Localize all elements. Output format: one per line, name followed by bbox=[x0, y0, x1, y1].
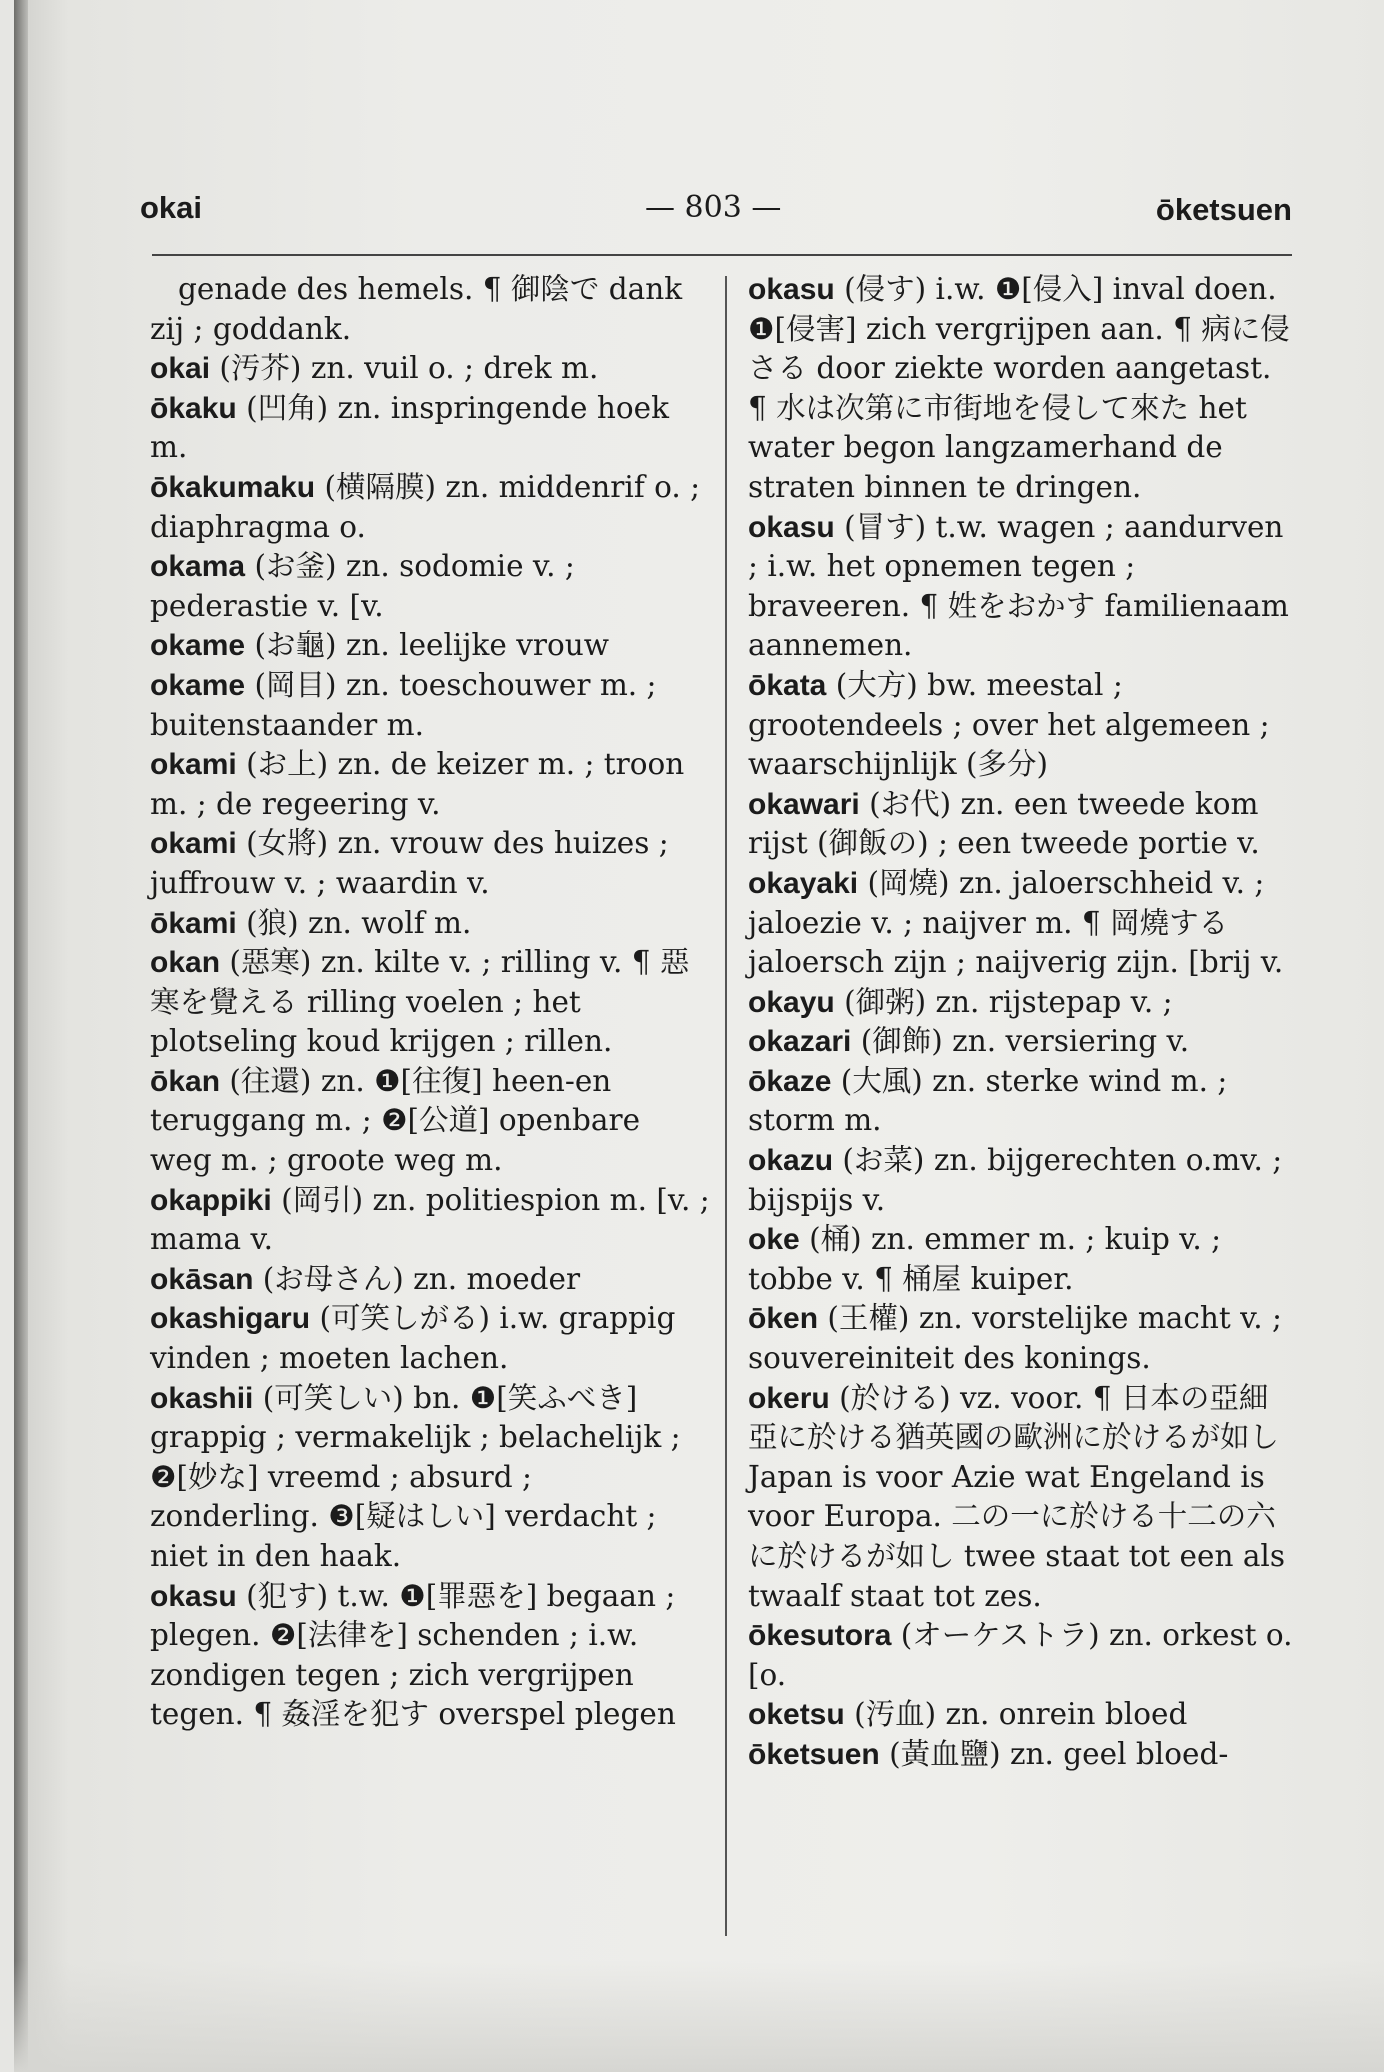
entry-headword: ōkami bbox=[150, 906, 237, 940]
entry-headword: okeru bbox=[748, 1381, 830, 1415]
dictionary-entry bbox=[150, 1260, 710, 1300]
entry-headword: ōken bbox=[748, 1302, 819, 1336]
entry-headword: okawari bbox=[748, 787, 860, 821]
entry-definition: (侵す) i.w. ❶[侵入] inval doen. ❶[侵害] zich vergrijpen aan. ¶ 病に侵さる door ziekte worden aangetast. ¶ 水は次第に市街地を侵して來た het water begon langzamerhand de straten binnen te dringen. bbox=[748, 272, 1290, 504]
entry-definition: (可笑しい) bn. ❶[笑ふべき] grappig ; vermakelijk ; belachelijk ; ❷[妙な] vreemd ; absurd ; zonderling. ❸[疑はしい] verdacht ; niet in den haak. bbox=[150, 1380, 681, 1573]
entry-definition: (岡引) zn. politiespion m. [v. ; mama v. bbox=[150, 1182, 710, 1257]
entry-definition: genade des hemels. ¶ 御陰で dank zij ; goddank. bbox=[150, 272, 683, 346]
dictionary-entry bbox=[150, 626, 710, 666]
entry-headword: okazu bbox=[748, 1144, 834, 1178]
entry-headword: oke bbox=[748, 1223, 800, 1257]
entry-definition: (大方) bw. meestal ; grootendeels ; over het algemeen ; waarschijnlijk (多分) bbox=[748, 667, 1270, 782]
entry-definition: (於ける) vz. voor. ¶ 日本の亞細亞に於ける猶英國の歐洲に於けるが如し Japan is voor Azie wat Engeland is voor Europa. 二の一に於ける十二の六に於けるが如し twee staat tot een als twaalf staat tot zes. bbox=[748, 1380, 1285, 1613]
entry-definition: (桶) zn. emmer m. ; kuip v. ; tobbe v. ¶ 桶屋 kuiper. bbox=[748, 1222, 1222, 1296]
entry-headword: okappiki bbox=[150, 1183, 272, 1217]
entry-definition: (大風) zn. sterke wind m. ; storm m. bbox=[748, 1063, 1228, 1138]
book-spine bbox=[14, 0, 28, 2072]
entry-headword: okami bbox=[150, 748, 237, 782]
entry-headword: okasu bbox=[748, 510, 835, 544]
dictionary-entry bbox=[150, 1181, 710, 1260]
dictionary-entry bbox=[748, 1299, 1296, 1378]
dictionary-entry bbox=[748, 1616, 1296, 1695]
header-left-headword: okai bbox=[140, 190, 203, 225]
dictionary-entry bbox=[748, 1379, 1296, 1617]
dictionary-entry bbox=[748, 1695, 1296, 1735]
dictionary-entry bbox=[150, 349, 710, 389]
entry-definition: (黃血鹽) zn. geel bloed- bbox=[889, 1736, 1229, 1771]
entry-headword: okai bbox=[150, 352, 211, 386]
dictionary-entry bbox=[150, 468, 710, 547]
dictionary-entry bbox=[150, 666, 710, 745]
entry-headword: okama bbox=[150, 550, 246, 584]
page-header bbox=[140, 186, 1292, 232]
dictionary-entry bbox=[150, 1577, 710, 1735]
entry-definition: (お菜) zn. bijgerechten o.mv. ; bijspijs v. bbox=[748, 1143, 1283, 1217]
dictionary-entry bbox=[150, 389, 710, 468]
entry-definition: (凹角) zn. inspringende hoek m. bbox=[150, 390, 669, 465]
dictionary-entry bbox=[748, 1022, 1296, 1062]
dictionary-entry bbox=[150, 1062, 710, 1181]
dictionary-entry bbox=[748, 1141, 1296, 1220]
entry-headword: ōkaze bbox=[748, 1064, 832, 1098]
dictionary-entry bbox=[150, 745, 710, 824]
entry-headword: okashii bbox=[150, 1381, 254, 1415]
entry-definition: (往還) zn. ❶[往復] heen-en teruggang m. ; ❷[公道] openbare weg m. ; groote weg m. bbox=[150, 1063, 641, 1178]
entry-headword: ōkakumaku bbox=[150, 470, 316, 504]
dictionary-entry bbox=[748, 1220, 1296, 1299]
dictionary-entry bbox=[748, 1735, 1296, 1775]
entry-definition: (狼) zn. wolf m. bbox=[246, 905, 472, 940]
dictionary-entry bbox=[150, 824, 710, 903]
dictionary-entry bbox=[150, 1299, 710, 1378]
entry-definition: (横隔膜) zn. middenrif o. ; diaphragma o. bbox=[150, 469, 701, 544]
entry-headword: okan bbox=[150, 946, 221, 980]
page-bottom-shadow bbox=[14, 1960, 1384, 2072]
dictionary-entry bbox=[150, 943, 710, 1062]
left-column bbox=[150, 270, 710, 1735]
entry-definition: (お代) zn. een tweede kom rijst (御飯の) ; een tweede portie v. bbox=[748, 786, 1260, 861]
entry-headword: ōkan bbox=[150, 1064, 221, 1098]
entry-definition: (王權) zn. vorstelijke macht v. ; souvereiniteit des konings. bbox=[748, 1301, 1282, 1376]
entry-definition: (お龜) zn. leelijke vrouw bbox=[254, 628, 610, 663]
entry-headword: okayu bbox=[748, 985, 835, 1019]
entry-definition: (可笑しがる) i.w. grappig vinden ; moeten lachen. bbox=[150, 1301, 676, 1376]
entry-headword: okami bbox=[150, 827, 237, 861]
dictionary-entry bbox=[748, 270, 1296, 508]
entry-definition: (お釜) zn. sodomie v. ; pederastie v. [v. bbox=[150, 549, 575, 623]
entry-definition: (御粥) zn. rijstepap v. ; bbox=[844, 984, 1173, 1019]
entry-headword: okasu bbox=[150, 1579, 237, 1613]
entry-headword: okayaki bbox=[748, 866, 859, 900]
dictionary-entry bbox=[748, 983, 1296, 1023]
dictionary-entry bbox=[748, 785, 1296, 864]
entry-definition: (惡寒) zn. kilte v. ; rilling v. ¶ 惡寒を覺える rilling voelen ; het plotseling koud krijgen ; rillen. bbox=[150, 945, 690, 1059]
entry-definition: (御飾) zn. versiering v. bbox=[860, 1024, 1190, 1059]
dictionary-entry bbox=[150, 270, 710, 349]
entry-headword: ōketsuen bbox=[748, 1737, 880, 1771]
entry-headword: ōkata bbox=[748, 668, 827, 702]
dictionary-entry bbox=[748, 864, 1296, 983]
entry-definition: (汚芥) zn. vuil o. ; drek m. bbox=[219, 351, 599, 386]
entry-headword: okame bbox=[150, 629, 246, 663]
entry-definition: (女將) zn. vrouw des huizes ; juffrouw v. ; waardin v. bbox=[150, 826, 669, 900]
entry-definition: (お母さん) zn. moeder bbox=[262, 1261, 581, 1296]
column-divider bbox=[725, 276, 727, 1936]
entry-headword: oketsu bbox=[748, 1698, 845, 1732]
dictionary-entry bbox=[748, 666, 1296, 785]
entry-headword: ōkesutora bbox=[748, 1619, 892, 1653]
entry-definition: (岡燒) zn. jaloerschheid v. ; jaloezie v. ; naijver m. ¶ 岡燒する jaloersch zijn ; naijverig zijn. [brij v. bbox=[748, 865, 1284, 980]
entry-headword: okāsan bbox=[150, 1262, 254, 1296]
header-rule bbox=[152, 254, 1292, 256]
header-right-headword: ōketsuen bbox=[1155, 192, 1292, 227]
entry-definition: (お上) zn. de keizer m. ; troon m. ; de regeering v. bbox=[150, 747, 685, 821]
entry-headword: okazari bbox=[748, 1025, 852, 1059]
entry-definition: (犯す) t.w. ❶[罪惡を] begaan ; plegen. ❷[法律を] schenden ; i.w. zondigen tegen ; zich vergrijpen tegen. ¶ 姦淫を犯す overspel plegen bbox=[150, 1578, 676, 1732]
entry-definition: (汚血) zn. onrein bloed bbox=[854, 1697, 1188, 1732]
entry-headword: okashigaru bbox=[150, 1302, 311, 1336]
dictionary-entry bbox=[748, 1062, 1296, 1141]
dictionary-entry bbox=[748, 508, 1296, 666]
right-column bbox=[748, 270, 1296, 1775]
dictionary-entry bbox=[150, 547, 710, 626]
entry-headword: okasu bbox=[748, 273, 835, 306]
entry-definition: (オーケストラ) zn. orkest o. [o. bbox=[748, 1618, 1293, 1692]
entry-definition: (冒す) t.w. wagen ; aandurven ; i.w. het opnemen tegen ; braveeren. ¶ 姓をおかす familienaam aannemen. bbox=[748, 509, 1289, 663]
dictionary-entry bbox=[150, 1379, 710, 1577]
dictionary-entry bbox=[150, 904, 710, 944]
entry-headword: ōkaku bbox=[150, 391, 237, 425]
page-number: — 803 — bbox=[645, 190, 782, 225]
entry-definition: (岡目) zn. toeschouwer m. ; buitenstaander m. bbox=[150, 667, 657, 742]
entry-headword: okame bbox=[150, 668, 246, 702]
